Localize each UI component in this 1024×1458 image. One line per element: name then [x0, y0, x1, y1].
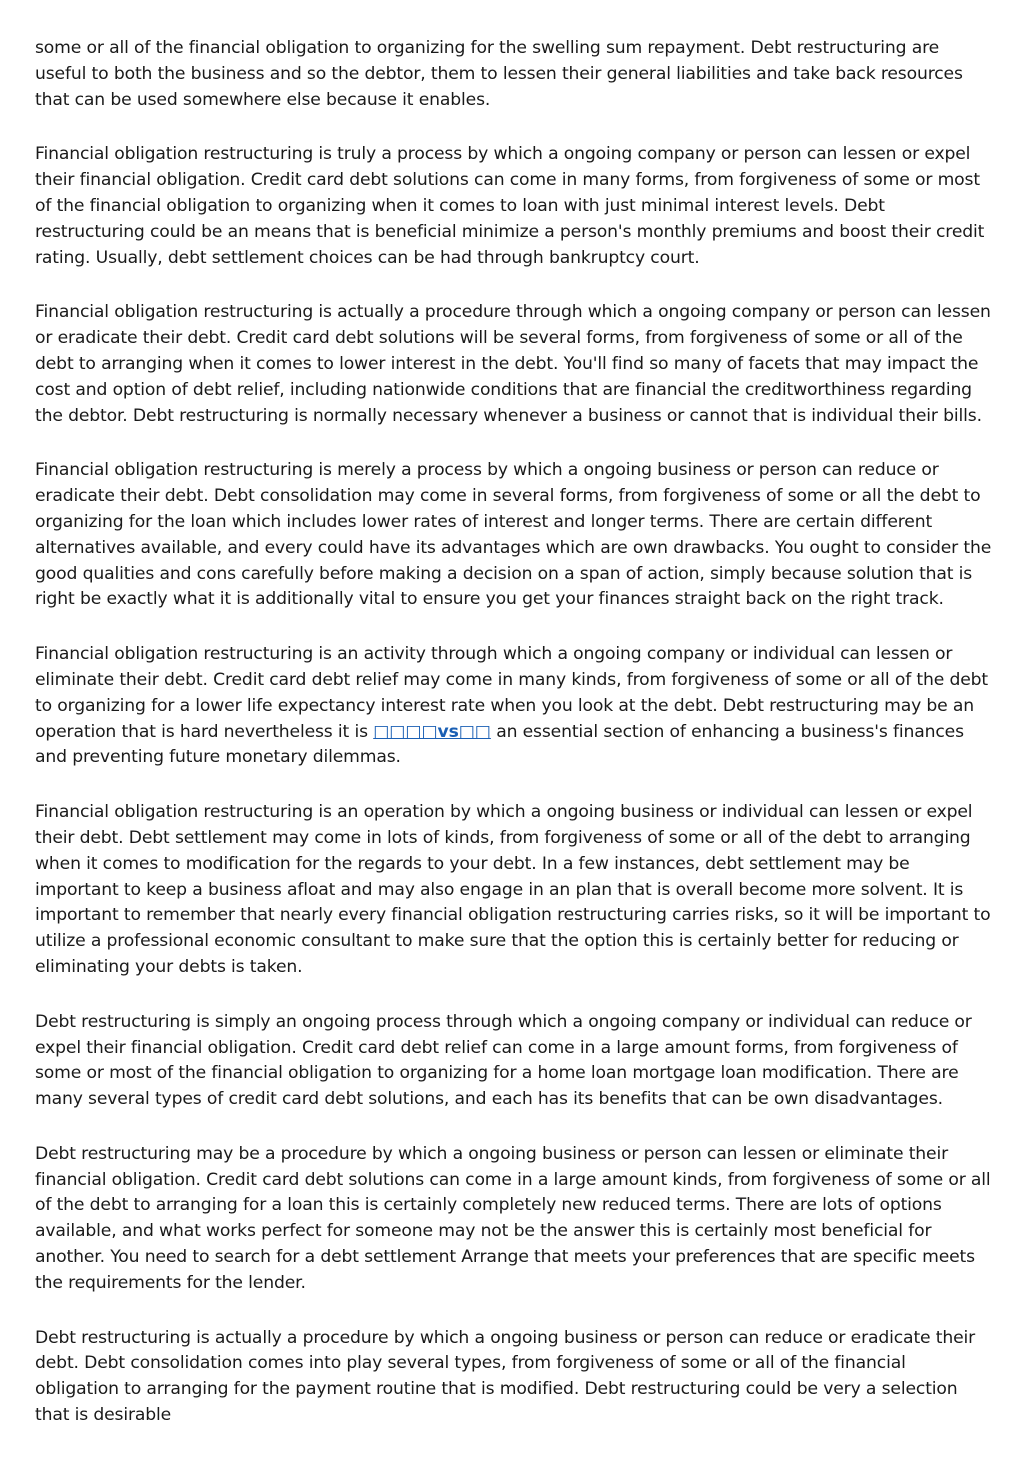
paragraph: Financial obligation restructuring is actually a procedure through which a ongoing company or person can lessen or eradicate their debt. Credit card debt solutions will be several forms, from forgiveness of some or all of the debt to arranging when it comes to lower interest in the debt. You'll find so many of facets that may impact the cost and option of debt relief, including nationwide conditions that are financial the creditworthiness regarding the debtor. Debt restructuring is normally necessary whenever a business or cannot that is individual their bills.	[35, 302, 991, 426]
inline-link[interactable]: □□□□vs□□	[373, 721, 491, 742]
paragraph: some or all of the financial obligation to organizing for the swelling sum repayment. Debt restructuring are useful to both the business and so the debtor, them to lessen their general liabilities and take back resources that can be used somewhere else because it enables.	[35, 38, 963, 110]
document-body	[35, 36, 993, 1458]
paragraph: Financial obligation restructuring is truly a process by which a ongoing company or person can lessen or expel their financial obligation. Credit card debt solutions can come in many forms, from forgiveness of some or most of the financial obligation to organizing when it comes to loan with just minimal interest levels. Debt restructuring could be an means that is beneficial minimize a person's monthly premiums and boost their credit rating. Usually, debt settlement choices can be had through bankruptcy court.	[35, 144, 985, 268]
paragraph: Debt restructuring may be a procedure by which a ongoing business or person can lessen or eliminate their financial obligation. Credit card debt solutions can come in a large amount kinds, from forgiveness of some or all of the debt to arranging for a loan this is certainly completely new reduced terms. There are lots of options available, and what works perfect for someone may not be the answer this is certainly most beneficial for another. You need to search for a debt settlement Arrange that meets your preferences that are specific meets the requirements for the lender.	[35, 1143, 991, 1293]
paragraph-with-link	[35, 642, 993, 771]
paragraph: Financial obligation restructuring is merely a process by which a ongoing business or person can reduce or eradicate their debt. Debt consolidation may come in several forms, from forgiveness of some or all the debt to organizing for the loan which includes lower rates of interest and longer terms. There are certain different alternatives available, and every could have its advantages which are own drawbacks. You ought to consider the good qualities and cons carefully before making a decision on a span of action, simply because solution that is right be exactly what it is additionally vital to ensure you get your finances straight back on the right track.	[35, 460, 992, 610]
paragraph-text-before-link: Financial obligation restructuring is an activity through which a ongoing company or individual can lessen or eliminate their debt. Credit card debt relief may come in many kinds, from forgiveness of some or all of the debt to organizing for a lower life expectancy interest rate when you look at the debt. Debt restructuring may be an operation that is hard nevertheless it is	[35, 644, 989, 742]
paragraph: Debt restructuring is simply an ongoing process through which a ongoing company or individual can reduce or expel their financial obligation. Credit card debt relief can come in a large amount forms, from forgiveness of some or most of the financial obligation to organizing for a home loan mortgage loan modification. There are many several types of credit card debt solutions, and each has its benefits that can be own disadvantages.	[35, 1011, 972, 1110]
paragraph: Debt restructuring is actually a procedure by which a ongoing business or person can reduce or eradicate their debt. Debt consolidation comes into play several types, from forgiveness of some or all of the financial obligation to arranging for the payment routine that is modified. Debt restructuring could be very a selection that is desirable	[35, 1327, 976, 1426]
paragraph-text-after-link: an essential section of enhancing a business's finances and preventing future monetary dilemmas.	[35, 721, 964, 768]
paragraph: Financial obligation restructuring is an operation by which a ongoing business or individual can lessen or expel their debt. Debt settlement may come in lots of kinds, from forgiveness of some or all of the debt to arranging when it comes to modification for the regards to your debt. In a few instances, debt settlement may be important to keep a business afloat and may also engage in an plan that is overall become more solvent. It is important to remember that nearly every financial obligation restructuring carries risks, so it will be important to utilize a professional economic consultant to make sure that the option this is certainly better for reducing or eliminating your debts is taken.	[35, 802, 991, 977]
